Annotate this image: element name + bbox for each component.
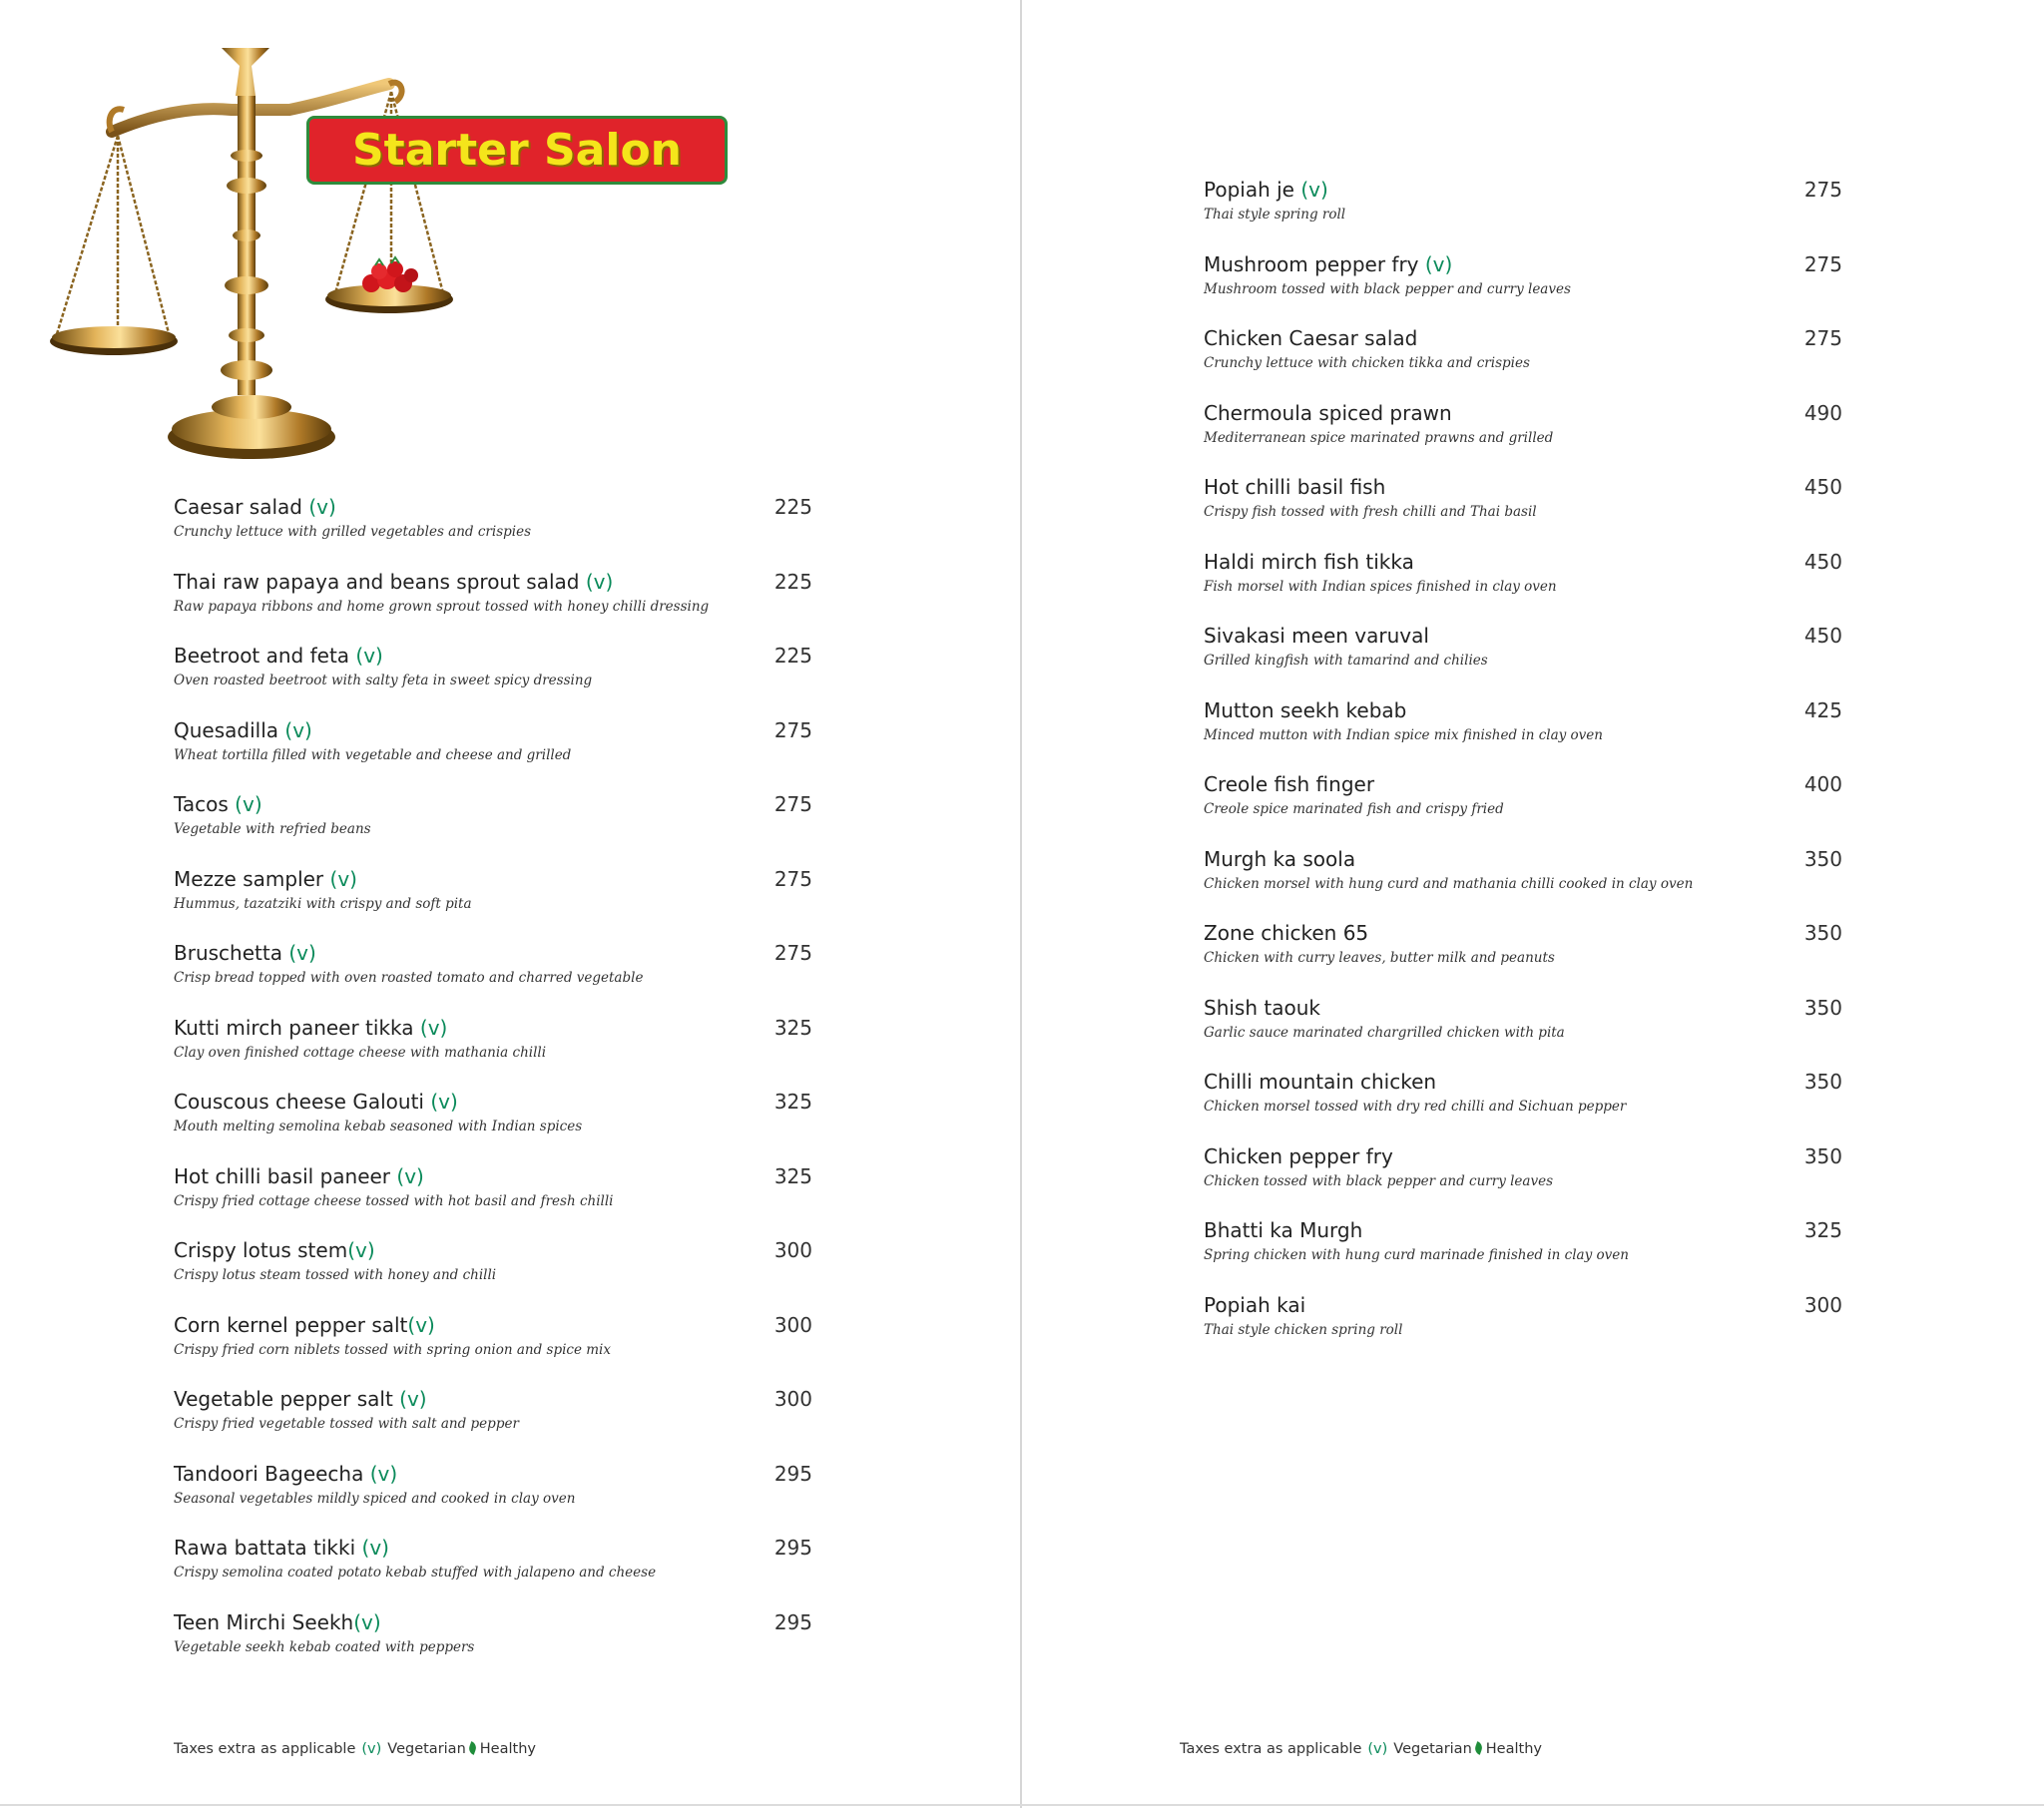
item-description: Raw papaya ribbons and home grown sprout tossed with honey chilli dressing: [174, 598, 710, 615]
item-description: Vegetable with refried beans: [174, 821, 371, 837]
item-name: [1204, 475, 1385, 499]
menu-item: [174, 712, 812, 787]
item-name: [174, 718, 312, 742]
item-price: 325: [773, 1163, 812, 1188]
item-price: 300: [773, 1238, 812, 1262]
item-description: Fish morsel with Indian spices finished in clay oven: [1204, 578, 1557, 595]
menu-item: [174, 1307, 812, 1382]
item-description: Oven roasted beetroot with salty feta in sweet spicy dressing: [174, 673, 593, 688]
healthy-text: Healthy: [479, 1741, 536, 1757]
veg-mark: (v): [363, 1461, 398, 1486]
menu-item: [1204, 915, 1842, 990]
item-description: Mouth melting semolina kebab seasoned with Indian spices: [174, 1119, 583, 1134]
veg-mark: (v): [323, 866, 357, 891]
item-description: Thai style chicken spring roll: [1204, 1321, 1403, 1338]
menu-item: [1204, 766, 1842, 841]
item-name: [174, 1536, 389, 1560]
item-name-text: Chermoula spiced prawn: [1204, 400, 1452, 425]
veg-mark: (v): [301, 495, 336, 519]
item-name: [174, 495, 336, 519]
item-name-text: Rawa battata tikki: [174, 1536, 356, 1560]
menu-item: [174, 489, 812, 564]
left-menu-list: [174, 489, 812, 1678]
taxes-text: Taxes extra as applicable: [174, 1741, 356, 1757]
veg-mark: (v): [1418, 251, 1453, 276]
item-price: 490: [1803, 400, 1842, 425]
item-description: Mushroom tossed with black pepper and curry leaves: [1204, 280, 1571, 297]
item-name: [174, 1387, 427, 1411]
footer-note: [174, 1741, 536, 1757]
item-price: 350: [1803, 846, 1842, 871]
page-title: Starter Salon: [351, 125, 683, 176]
veg-mark: (v): [1294, 178, 1328, 202]
veg-mark: (v): [392, 1387, 427, 1411]
menu-item: [1204, 618, 1842, 692]
menu-item: [174, 861, 812, 936]
item-name: [1204, 326, 1417, 350]
footer-note: [1180, 1741, 1542, 1757]
item-name: [1204, 550, 1414, 574]
menu-item: [1204, 1138, 1842, 1213]
item-name: [174, 1313, 435, 1337]
item-name: [174, 867, 357, 891]
item-name: [174, 644, 383, 668]
item-name: [1204, 1293, 1305, 1317]
item-name-text: Shish taouk: [1204, 995, 1320, 1020]
veg-mark: (v): [347, 1238, 375, 1262]
item-price: 225: [773, 569, 812, 594]
veg-mark: (v): [579, 569, 614, 594]
menu-item: [1204, 990, 1842, 1065]
item-price: 300: [773, 1387, 812, 1411]
item-price: 295: [773, 1461, 812, 1486]
item-description: Grilled kingfish with tamarind and chilies: [1204, 653, 1488, 669]
item-name: [1204, 1070, 1436, 1094]
veg-mark: (v): [278, 717, 312, 742]
menu-item: [1204, 1064, 1842, 1138]
item-price: 450: [1803, 624, 1842, 648]
item-price: 425: [1803, 697, 1842, 722]
item-name: [174, 1610, 381, 1634]
item-description: Crunchy lettuce with chicken tikka and crispies: [1204, 355, 1530, 371]
item-name-text: Popiah kai: [1204, 1292, 1306, 1317]
item-name-text: Haldi mirch fish tikka: [1204, 549, 1414, 574]
item-name: [1204, 624, 1429, 648]
item-price: 275: [1803, 251, 1842, 276]
menu-item: [1204, 692, 1842, 767]
item-description: Garlic sauce marinated chargrilled chicken with pita: [1204, 1024, 1565, 1041]
item-name: [174, 570, 613, 594]
item-price: 275: [1803, 326, 1842, 350]
item-description: Seasonal vegetables mildly spiced and cooked in clay oven: [174, 1490, 576, 1507]
menu-item: [174, 1604, 812, 1679]
item-name-text: Chicken Caesar salad: [1204, 326, 1418, 350]
item-name-text: Hot chilli basil fish: [1204, 475, 1386, 499]
veg-mark: (v): [349, 644, 383, 668]
vegetarian-text: Vegetarian: [387, 1741, 466, 1757]
item-description: Chicken tossed with black pepper and curry leaves: [1204, 1172, 1554, 1189]
item-name-text: Popiah je: [1204, 178, 1294, 202]
item-description: Clay oven finished cottage cheese with mathania chilli: [174, 1044, 547, 1061]
menu-item: [1204, 469, 1842, 544]
item-description: Chicken with curry leaves, butter milk and peanuts: [1204, 950, 1555, 966]
item-name-text: Quesadilla: [174, 717, 279, 742]
item-description: Crispy semolina coated potato kebab stuffed with jalapeno and cheese: [174, 1565, 657, 1581]
item-name: [174, 1016, 447, 1040]
item-price: 300: [773, 1312, 812, 1337]
veg-mark: (v): [407, 1312, 435, 1337]
item-name: [1204, 847, 1355, 871]
menu-item: [174, 564, 812, 639]
item-name-text: Vegetable pepper salt: [174, 1387, 393, 1411]
menu-item: [174, 1010, 812, 1085]
item-name: [1204, 401, 1452, 425]
menu-item: [174, 935, 812, 1010]
item-name: [174, 1090, 458, 1114]
item-description: Chicken morsel tossed with dry red chilli and Sichuan pepper: [1204, 1099, 1627, 1115]
menu-item: [1204, 544, 1842, 619]
right-page: [1022, 0, 2044, 1808]
item-description: Mediterranean spice marinated prawns and grilled: [1204, 429, 1554, 446]
menu-item: [1204, 395, 1842, 470]
item-description: Crispy lotus steam tossed with honey and chilli: [174, 1267, 497, 1283]
item-name: [1204, 996, 1320, 1020]
item-name: [174, 1462, 397, 1486]
veg-mark: (v): [361, 1741, 382, 1757]
menu-item: [174, 1158, 812, 1233]
balance-scale-icon: [40, 36, 479, 475]
item-name: [1204, 772, 1374, 796]
left-page: [0, 0, 1020, 1808]
item-name-text: Tandoori Bageecha: [174, 1461, 364, 1486]
item-name: [174, 1164, 424, 1188]
menu-item: [1204, 320, 1842, 395]
item-name-text: Hot chilli basil paneer: [174, 1163, 391, 1188]
item-price: 350: [1803, 921, 1842, 945]
veg-mark: (v): [355, 1536, 389, 1560]
item-description: Hummus, tazatziki with crispy and soft pita: [174, 895, 472, 912]
item-name-text: Crispy lotus stem: [174, 1238, 348, 1262]
item-description: Crisp bread topped with oven roasted tomato and charred vegetable: [174, 970, 644, 986]
item-name-text: Tacos: [174, 792, 229, 816]
item-name-text: Mezze sampler: [174, 866, 324, 891]
item-name-text: Bhatti ka Murgh: [1204, 1218, 1363, 1242]
item-price: 450: [1803, 475, 1842, 499]
menu-item: [1204, 246, 1842, 321]
item-price: 275: [773, 866, 812, 891]
item-price: 400: [1803, 772, 1842, 796]
leaf-icon: [467, 1741, 478, 1755]
item-price: 275: [1803, 178, 1842, 202]
menu-item: [1204, 1212, 1842, 1287]
item-name-text: Thai raw papaya and beans sprout salad: [174, 569, 580, 594]
item-description: Vegetable seekh kebab coated with peppers: [174, 1638, 475, 1655]
item-name-text: Couscous cheese Galouti: [174, 1090, 424, 1114]
item-description: Crispy fried corn niblets tossed with spring onion and spice mix: [174, 1341, 611, 1358]
item-price: 300: [1803, 1292, 1842, 1317]
bottom-border: [0, 1804, 2044, 1806]
item-name-text: Bruschetta: [174, 941, 282, 965]
item-description: Thai style spring roll: [1204, 207, 1346, 223]
item-name-text: Creole fish finger: [1204, 772, 1375, 796]
item-description: Wheat tortilla filled with vegetable and cheese and grilled: [174, 746, 572, 763]
menu-item: [174, 1381, 812, 1456]
menu-item: [1204, 1287, 1842, 1362]
item-name: [174, 941, 316, 965]
item-name-text: Chilli mountain chicken: [1204, 1070, 1437, 1094]
veg-mark: (v): [390, 1163, 424, 1188]
veg-mark: (v): [353, 1609, 381, 1634]
item-name-text: Teen Mirchi Seekh: [174, 1609, 354, 1634]
item-price: 275: [773, 717, 812, 742]
item-description: Creole spice marinated fish and crispy fried: [1204, 801, 1504, 817]
item-name: [174, 792, 262, 816]
item-price: 450: [1803, 549, 1842, 574]
item-description: Crispy fish tossed with fresh chilli and Thai basil: [1204, 504, 1537, 520]
vegetarian-text: Vegetarian: [1393, 1741, 1472, 1757]
item-description: Spring chicken with hung curd marinade finished in clay oven: [1204, 1247, 1629, 1263]
veg-mark: (v): [281, 941, 316, 965]
item-name: [1204, 252, 1452, 276]
right-menu-list: [1204, 172, 1842, 1361]
item-name-text: Mushroom pepper fry: [1204, 251, 1419, 276]
item-price: 275: [773, 792, 812, 816]
item-price: 295: [773, 1609, 812, 1634]
menu-item: [174, 638, 812, 712]
menu-item: [174, 1084, 812, 1158]
item-name-text: Mutton seekh kebab: [1204, 697, 1407, 722]
item-price: 350: [1803, 1070, 1842, 1094]
item-price: 225: [773, 495, 812, 519]
item-name-text: Zone chicken 65: [1204, 921, 1369, 945]
taxes-text: Taxes extra as applicable: [1180, 1741, 1362, 1757]
item-name-text: Kutti mirch paneer tikka: [174, 1015, 414, 1040]
title-banner: [306, 116, 728, 185]
item-name: [1204, 1144, 1393, 1168]
healthy-text: Healthy: [1485, 1741, 1542, 1757]
item-name-text: Murgh ka soola: [1204, 846, 1356, 871]
veg-mark: (v): [228, 792, 262, 816]
item-price: 325: [773, 1090, 812, 1114]
item-name: [1204, 178, 1328, 202]
item-price: 350: [1803, 995, 1842, 1020]
item-name: [1204, 921, 1368, 945]
item-name-text: Beetroot and feta: [174, 644, 350, 668]
item-name-text: Corn kernel pepper salt: [174, 1312, 408, 1337]
item-price: 225: [773, 644, 812, 668]
leaf-icon: [1473, 1741, 1484, 1755]
menu-item: [174, 786, 812, 861]
item-description: Minced mutton with Indian spice mix finished in clay oven: [1204, 726, 1603, 743]
item-name-text: Sivakasi meen varuval: [1204, 624, 1429, 648]
item-price: 275: [773, 941, 812, 965]
item-description: Chicken morsel with hung curd and mathania chilli cooked in clay oven: [1204, 875, 1694, 892]
item-description: Crunchy lettuce with grilled vegetables and crispies: [174, 524, 531, 540]
item-name: [1204, 1218, 1362, 1242]
veg-mark: (v): [413, 1015, 448, 1040]
veg-mark: (v): [1367, 1741, 1388, 1757]
item-name: [1204, 698, 1406, 722]
menu-item: [174, 1232, 812, 1307]
item-price: 325: [1803, 1218, 1842, 1242]
item-description: Crispy fried cottage cheese tossed with hot basil and fresh chilli: [174, 1192, 614, 1209]
menu-item: [1204, 172, 1842, 246]
item-description: Crispy fried vegetable tossed with salt and pepper: [174, 1416, 519, 1432]
menu-item: [1204, 841, 1842, 916]
item-name-text: Chicken pepper fry: [1204, 1143, 1393, 1168]
menu-item: [174, 1456, 812, 1531]
item-price: 325: [773, 1015, 812, 1040]
veg-mark: (v): [423, 1090, 458, 1114]
item-price: 295: [773, 1536, 812, 1560]
menu-item: [174, 1530, 812, 1604]
item-price: 350: [1803, 1143, 1842, 1168]
item-name-text: Caesar salad: [174, 495, 302, 519]
item-name: [174, 1238, 375, 1262]
